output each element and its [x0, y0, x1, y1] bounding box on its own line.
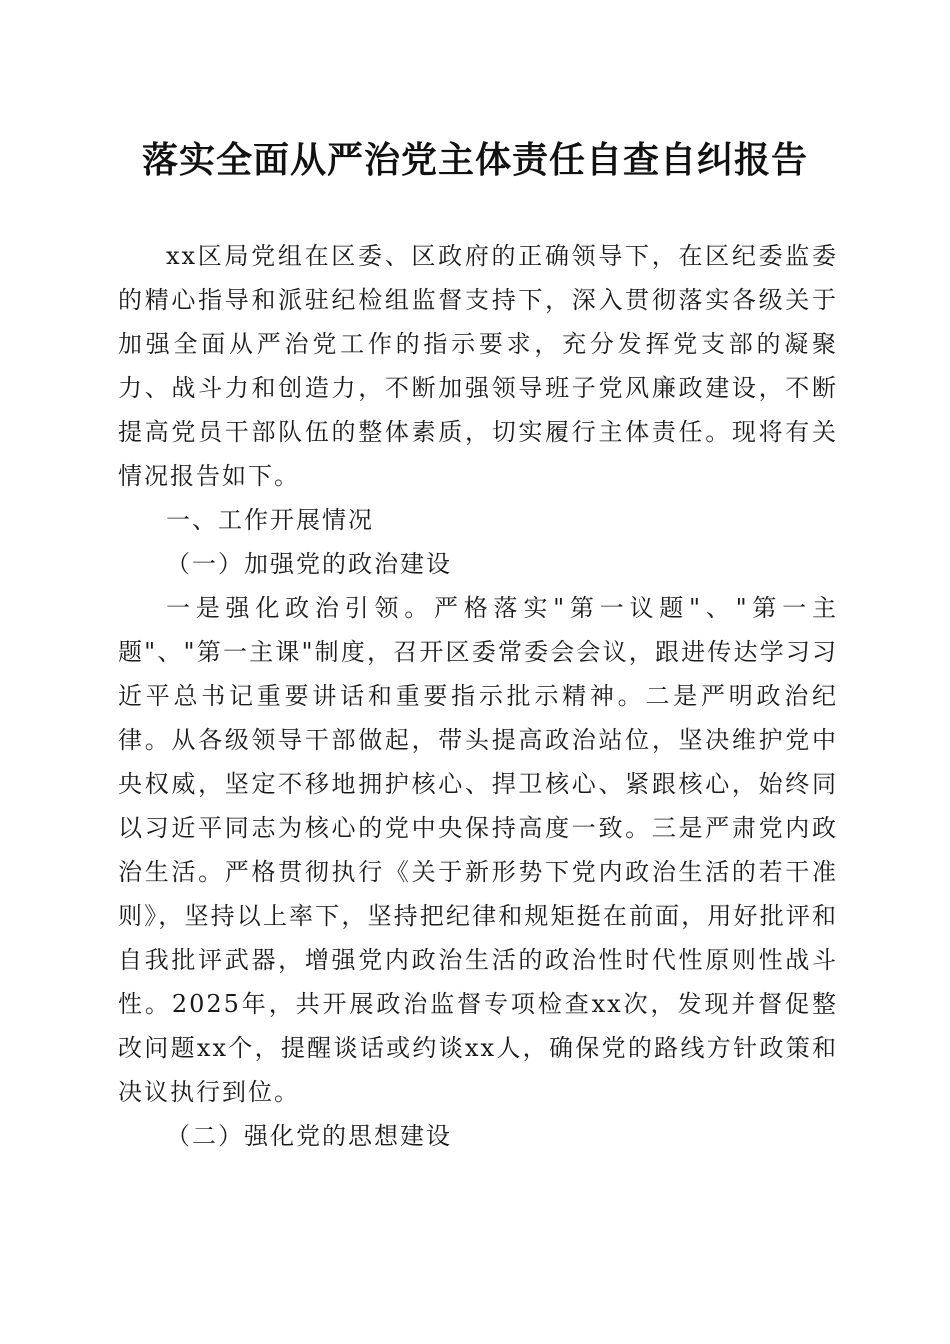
- subsection-1-paragraph: 一是强化政治引领。严格落实"第一议题"、"第一主题"、"第一主课"制度，召开区委常委会会议，跟进传达学习习近平总书记重要讲话和重要指示批示精神。二是严明政治纪律。从各级领导干部做起，带头提高政治站位，坚决维护党中央权威，坚定不移地拥护核心、捍卫核心、紧跟核心，始终同以习近平同志为核心的党中央保持高度一致。三是严肃党内政治生活。严格贯彻执行《关于新形势下党内政治生活的若干准则》，坚持以上率下，坚持把纪律和规矩挺在前面，用好批评和自我批评武器，增强党内政治生活的政治性时代性原则性战斗性。2025年，共开展政治监督专项检查xx次，发现并督促整改问题xx个，提醒谈话或约谈xx人，确保党的路线方针政策和决议执行到位。: [118, 594, 838, 1106]
- intro-paragraph: xx区局党组在区委、区政府的正确领导下，在区纪委监委的精心指导和派驻纪检组监督支持下，深入贯彻落实各级关于加强全面从严治党工作的指示要求，充分发挥党支部的凝聚力、战斗力和创造力，不断加强领导班子党风廉政建设，不断提高党员干部队伍的整体素质，切实履行主体责任。现将有关情况报告如下。: [118, 242, 838, 490]
- section-heading-1: 一、工作开展情况: [166, 506, 374, 534]
- subsection-heading-1: （一）加强党的政治建设: [166, 550, 452, 578]
- subsection-heading-2: （二）强化党的思想建设: [166, 1122, 452, 1150]
- document-body: [118, 234, 838, 1158]
- document-title: 落实全面从严治党主体责任自查自纠报告: [141, 139, 808, 181]
